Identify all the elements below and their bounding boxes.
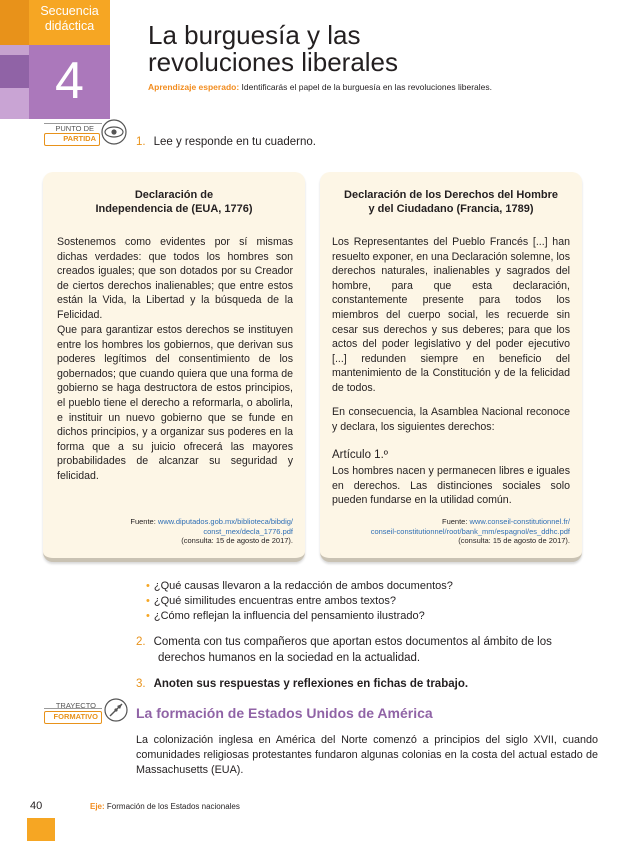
aprendizaje-text: Identificarás el papel de la burguesía en las revoluciones liberales. bbox=[241, 82, 492, 92]
declaration-francia-paragraph-1: Los Representantes del Pueblo Francés [...] han resuelto exponer, en una Declaración solemne, los derechos naturales, inalienables y sagrados del hombre, para que esta declaración, constantemente presente para todos los miembros del cuerpo social, les recuerde sin cesar sus derechos y sus deberes; para que los actos del poder legislativo y del poder ejecutivo [...] redunden siempre en beneficio del mantenimiento de la Constitución y de la felicidad de todos. bbox=[332, 236, 570, 394]
question-item bbox=[146, 609, 453, 624]
bullet-icon: • bbox=[146, 610, 150, 622]
sequence-label bbox=[29, 4, 110, 34]
question-item bbox=[146, 594, 453, 609]
eje-text: Formación de los Estados nacionales bbox=[106, 802, 240, 811]
step-1-text: Lee y responde en tu cuaderno. bbox=[153, 136, 316, 148]
step-1-number: 1. bbox=[136, 136, 146, 148]
source-label: Fuente: bbox=[130, 517, 156, 526]
declaration-eua-title-line2: Independencia de (EUA, 1776) bbox=[95, 203, 253, 215]
section-title: La formación de Estados Unidos de América bbox=[136, 705, 433, 721]
step-3 bbox=[136, 678, 468, 690]
badge-trayecto-line1: TRAYECTO bbox=[55, 701, 96, 710]
compass-icon bbox=[102, 696, 130, 724]
step-2-text-line2: derechos humanos en la sociedad en la actualidad. bbox=[158, 652, 421, 664]
source-link[interactable]: www.conseil-constitutionnel.fr/ bbox=[469, 517, 570, 526]
step-3-number: 3. bbox=[136, 678, 146, 690]
sequence-number: 4 bbox=[55, 52, 84, 110]
footer-bar bbox=[27, 818, 55, 841]
question-text: ¿Cómo reflejan la influencia del pensamiento ilustrado? bbox=[153, 610, 425, 622]
page-title bbox=[148, 22, 398, 76]
question-list bbox=[146, 579, 453, 624]
trayecto-formativo-badge bbox=[44, 696, 130, 730]
declaration-eua-paragraph-2: Que para garantizar estos derechos se instituyen entre los hombres los gobiernos, que derivan sus poderes legítimos del consentimiento de los gobernados; que cuando quiera que una forma de gobierno se haga destructora de estos principios, el pueblo tiene el derecho a reformarla, o abolirla, e instituir un nuevo gobierno que se funde en dichos principios, y a organizar sus poderes en la forma que a su juicio ofrecerá las mayores probabilidades de alcanzar su seguridad y felicidad. bbox=[57, 324, 293, 482]
step-2-text-line1: Comenta con tus compañeros que aportan estos documentos al ámbito de los bbox=[153, 636, 552, 648]
eje-label: Eje: bbox=[90, 802, 105, 811]
bullet-icon: • bbox=[146, 580, 150, 592]
declaration-eua-title bbox=[53, 188, 295, 216]
source-date: (consulta: 15 de agosto de 2017). bbox=[181, 536, 293, 545]
step-1 bbox=[136, 136, 316, 148]
side-tab-stripe bbox=[0, 45, 29, 55]
article-1-title: Artículo 1.º bbox=[332, 449, 388, 461]
declaration-francia-title bbox=[326, 188, 576, 216]
step-3-text: Anoten sus respuestas y reflexiones en fichas de trabajo. bbox=[153, 678, 469, 690]
side-tab-corner bbox=[0, 0, 29, 45]
bullet-icon: • bbox=[146, 595, 150, 607]
declaration-eua-box bbox=[43, 172, 305, 562]
source-link-cont[interactable]: const_mex/decla_1776.pdf bbox=[203, 526, 293, 536]
source-label: Fuente: bbox=[442, 517, 468, 526]
side-tab-bar-light bbox=[0, 88, 29, 119]
declaration-francia-source bbox=[332, 517, 570, 546]
declaration-francia-box bbox=[320, 172, 582, 562]
title-line1: La burguesía y las bbox=[148, 20, 361, 50]
source-link-cont[interactable]: conseil-constitutionnel/root/bank_mm/espagnol/es_ddhc.pdf bbox=[370, 526, 570, 536]
footer-eje bbox=[90, 802, 240, 811]
badge-trayecto-line2: FORMATIVO bbox=[53, 712, 98, 721]
declaration-francia-title-line2: y del Ciudadano (Francia, 1789) bbox=[368, 203, 534, 215]
question-item bbox=[146, 579, 453, 594]
declaration-francia-paragraph-2: En consecuencia, la Asamblea Nacional reconoce y declara, los siguientes derechos: bbox=[332, 406, 570, 433]
step-2-number: 2. bbox=[136, 636, 146, 648]
declaration-eua-source bbox=[57, 517, 293, 546]
aprendizaje-label: Aprendizaje esperado: bbox=[148, 82, 240, 92]
article-1-text: Los hombres nacen y permanecen libres e iguales en derechos. Las distinciones sociales solo pueden fundarse en la utilidad común. bbox=[332, 465, 570, 507]
aprendizaje-esperado bbox=[148, 82, 492, 92]
sequence-label-line2: didáctica bbox=[44, 19, 95, 33]
declaration-francia-title-line1: Declaración de los Derechos del Hombre bbox=[344, 189, 558, 201]
declaration-eua-title-line1: Declaración de bbox=[134, 189, 214, 201]
target-eye-icon bbox=[100, 118, 128, 146]
step-2 bbox=[136, 634, 552, 666]
badge-punto-line2: PARTIDA bbox=[63, 134, 96, 143]
source-date: (consulta: 15 de agosto de 2017). bbox=[458, 536, 570, 545]
question-text: ¿Qué causas llevaron a la redacción de ambos documentos? bbox=[153, 580, 453, 592]
badge-punto-line1: PUNTO DE bbox=[55, 124, 94, 133]
declaration-eua-paragraph-1: Sostenemos como evidentes por sí mismas dichas verdades: que todos los hombres son creados iguales; que son dotados por su Creador de ciertos derechos inalienables; que entre estos están la Vida, la Libertad y la búsqueda de la Felicidad. bbox=[57, 236, 293, 321]
source-link[interactable]: www.diputados.gob.mx/biblioteca/bibdig/ bbox=[157, 517, 293, 526]
question-text: ¿Qué similitudes encuentras entre ambos textos? bbox=[153, 595, 396, 607]
page-number: 40 bbox=[30, 800, 43, 812]
section-intro-text: La colonización inglesa en América del Norte comenzó a principios del siglo XVII, cuando comunidades religiosas protestantes fundaron algunas colonias en la costa del actual estado de Massachusetts (EUA). bbox=[136, 734, 598, 776]
punto-de-partida-badge bbox=[44, 118, 128, 152]
title-line2: revoluciones liberales bbox=[148, 47, 399, 77]
sequence-label-line1: Secuencia bbox=[40, 4, 99, 18]
